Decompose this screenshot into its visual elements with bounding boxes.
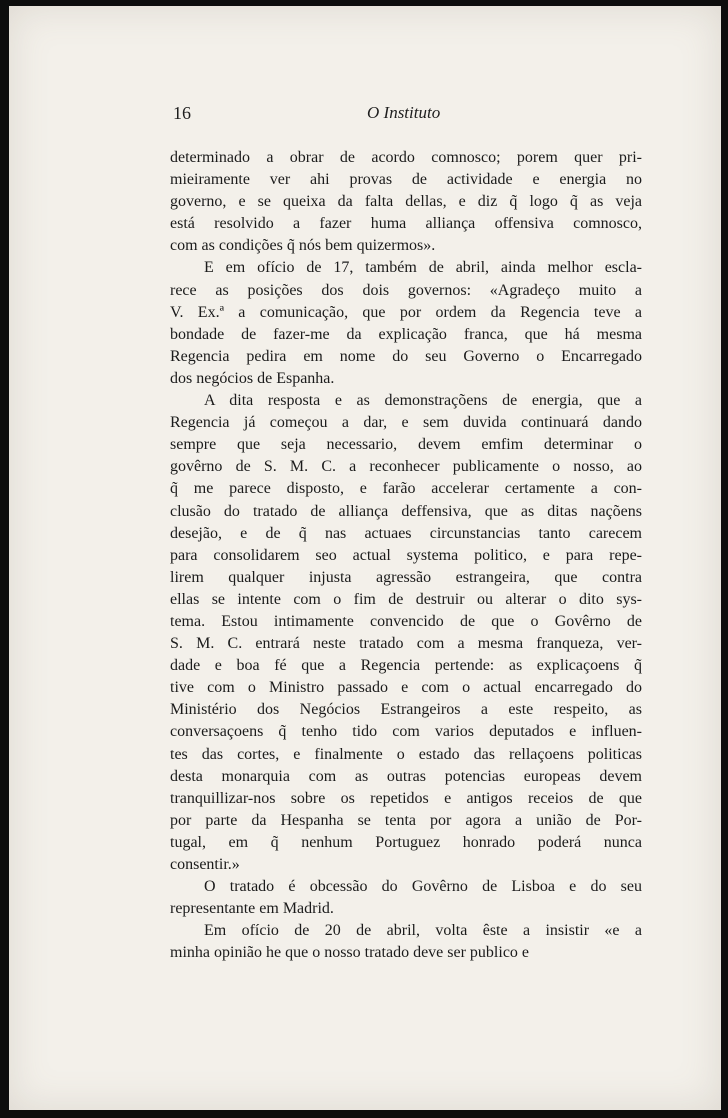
paragraph: [170, 876, 642, 920]
paragraph: [170, 390, 642, 876]
text-line: desta monarquia com as outras potencias europeas devem: [170, 767, 642, 785]
text-line: dade e boa fé que a Regencia pertende: as explicaçoens q̃: [170, 657, 642, 675]
text-line: tugal, em q̃ nenhum Portuguez honrado poderá nunca: [170, 833, 642, 851]
text-line: tranquillizar-nos sobre os repetidos e antigos receios de que: [170, 789, 642, 807]
paragraph: [170, 147, 642, 257]
text-line: bondade de fazer-me da explicação franca, que há mesma: [170, 325, 642, 343]
text-line: govêrno de S. M. C. a reconhecer publicamente o nosso, ao: [170, 458, 642, 476]
text-line: representante em Madrid.: [170, 900, 334, 918]
text-line: com as condições q̃ nós bem quizermos».: [170, 237, 436, 255]
text-line: dos negócios de Espanha.: [170, 369, 335, 387]
text-line: A dita resposta e as demonstraçõens de energia, que a: [204, 392, 642, 410]
text-line: tes das cortes, e finalmente o estado das rellaçoens politicas: [170, 745, 642, 763]
text-line: minha opinião he que o nosso tratado deve ser publico e: [170, 944, 530, 962]
text-line: ellas se intente com o fim de destruir ou alterar o dito sys-: [170, 590, 642, 608]
text-line: para consolidarem seo actual systema politico, e para repe-: [170, 546, 642, 564]
text-line: mieiramente ver ahi provas de actividade e energia no: [170, 171, 642, 189]
text-line: Ministério dos Negócios Estrangeiros a este respeito, as: [170, 701, 642, 719]
page-header: [173, 103, 653, 129]
text-line: O tratado é obcessão do Govêrno de Lisboa e do seu: [204, 878, 642, 896]
text-line: lirem qualquer injusta agressão estrangeira, que contra: [170, 568, 642, 586]
running-title: O Instituto: [367, 103, 441, 122]
text-line: E em ofício de 17, também de abril, ainda melhor escla-: [204, 259, 642, 277]
text-line: governo, e se queixa da falta dellas, e diz q̃ logo q̃ as veja: [170, 193, 642, 211]
text-line: por parte da Hespanha se tenta por agora a união de Por-: [170, 811, 642, 829]
text-line: desejão, e de q̃ nas actuaes circunstancias tanto carecem: [170, 524, 642, 542]
text-line: rece as posições dos dois governos: «Agradeço muito a: [170, 281, 642, 299]
text-line: Regencia já começou a dar, e sem duvida continuará dando: [170, 414, 642, 432]
text-line: V. Ex.ª a comunicação, que por ordem da Regencia teve a: [170, 303, 642, 321]
text-line: determinado a obrar de acordo comnosco; porem quer pri-: [170, 149, 642, 166]
text-line: sempre que seja necessario, devem emfim determinar o: [170, 436, 642, 454]
text-line: S. M. C. entrará neste tratado com a mesma franqueza, ver-: [170, 635, 642, 653]
text-line: está resolvido a fazer huma alliança offensiva comnosco,: [170, 215, 642, 233]
page-number: 16: [173, 103, 191, 123]
body-text: [170, 147, 642, 964]
text-line: tema. Estou intimamente convencido de que o Govêrno de: [170, 612, 642, 630]
text-line: Regencia pedira em nome do seu Governo o Encarregado: [170, 347, 642, 365]
text-line: tive com o Ministro passado e com o actual encarregado do: [170, 679, 642, 697]
paragraph: [170, 257, 642, 390]
text-line: conversaçoens q̃ tenho tido com varios deputados e influen-: [170, 723, 642, 741]
text-line: consentir.»: [170, 856, 240, 873]
paragraph: [170, 920, 642, 964]
text-line: clusão do tratado de alliança deffensiva, que as ditas naçõens: [170, 502, 642, 520]
text-line: q̃ me parece disposto, e farão accelerar certamente a con-: [170, 480, 642, 498]
text-line: Em ofício de 20 de abril, volta êste a insistir «e a: [204, 922, 642, 940]
